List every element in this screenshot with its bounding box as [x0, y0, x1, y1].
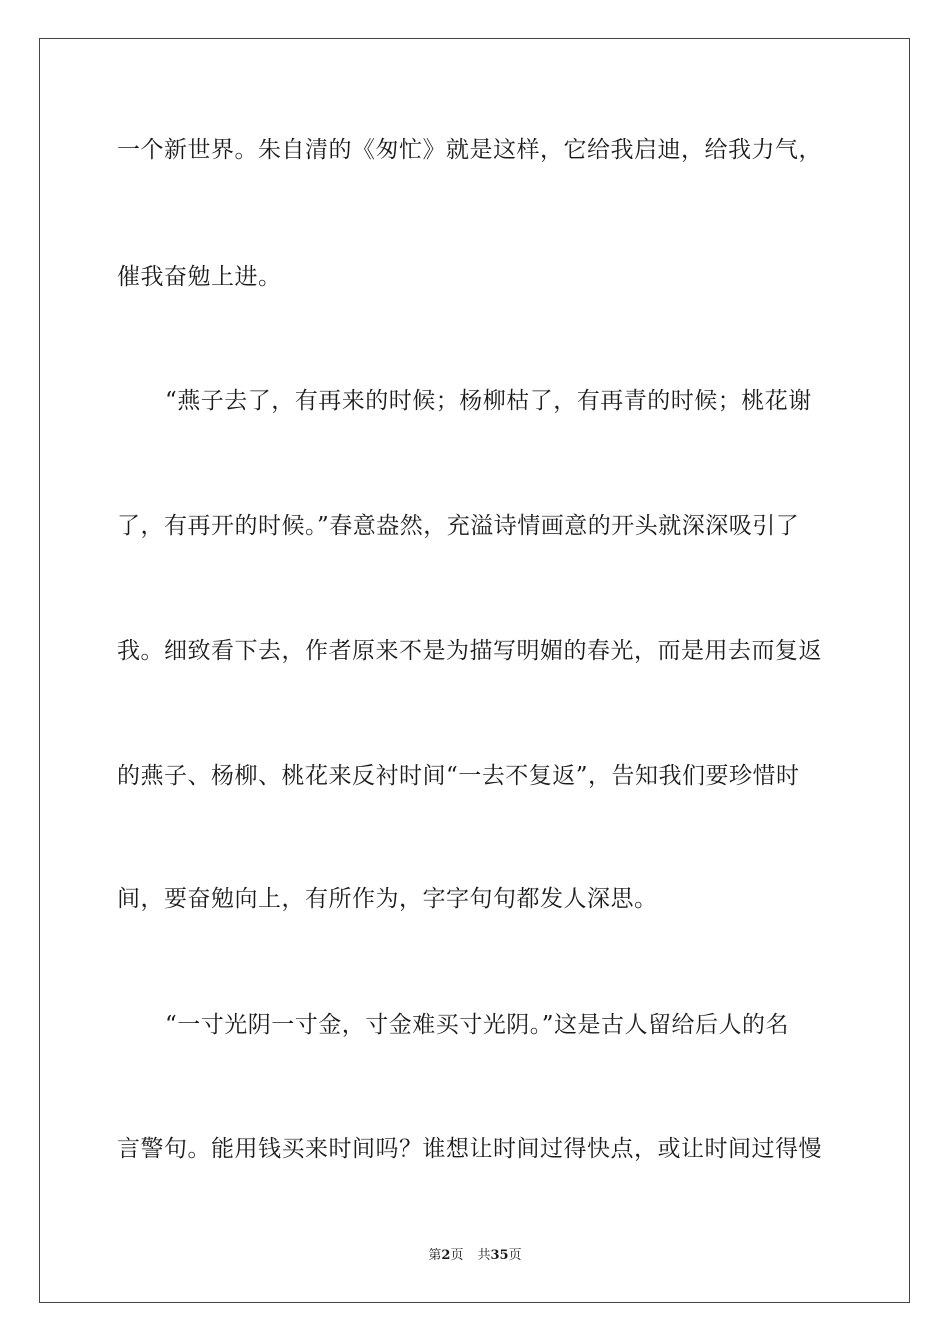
body-line-5: 我。细致看下去，作者原来不是为描写明媚的春光，而是用去而复返: [117, 638, 822, 664]
page-number: 2: [441, 1248, 451, 1263]
total-suffix: 页: [508, 1248, 522, 1263]
body-line-2: 催我奋勉上进。: [117, 264, 282, 290]
total-prefix: 共: [477, 1248, 491, 1263]
body-line-4: 了，有再开的时候。”春意盎然，充溢诗情画意的开头就深深吸引了: [117, 513, 800, 539]
page-suffix: 页: [450, 1248, 464, 1263]
body-line-7: 间，要奋勉向上，有所作为，字字句句都发人深思。: [117, 886, 658, 912]
body-line-1: 一个新世界。朱自清的《匆忙》就是这样，它给我启迪，给我力气，: [117, 137, 822, 163]
body-line-6: 的燕子、杨柳、桃花来反衬时间“一去不复返”，告知我们要珍惜时: [117, 763, 800, 789]
body-line-9: 言警句。能用钱买来时间吗？谁想让时间过得快点，或让时间过得慢: [117, 1136, 822, 1162]
page-border: [39, 38, 910, 1303]
body-line-3: “燕子去了，有再来的时候；杨柳枯了，有再青的时候；桃花谢: [165, 388, 812, 414]
total-pages: 35: [490, 1248, 509, 1263]
page-footer: [0, 1247, 950, 1265]
body-line-8: “一寸光阴一寸金，寸金难买寸光阴。”这是古人留给后人的名: [165, 1012, 790, 1038]
page-prefix: 第: [428, 1248, 442, 1263]
